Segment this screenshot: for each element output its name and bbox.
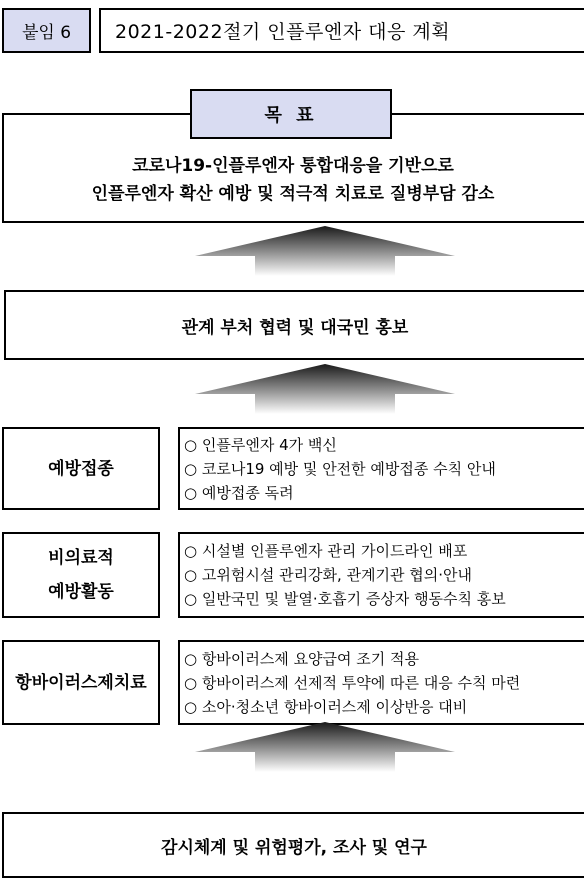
list-item: ○ 항바이러스제 요양급여 조기 적용 <box>184 649 420 668</box>
list-item: ○ 시설별 인플루엔자 관리 가이드라인 배포 <box>184 542 468 560</box>
list-item: ○ 항바이러스제 선제적 투약에 따른 대응 수칙 마련 <box>184 673 521 692</box>
foundation-box: 감시체계 및 위험평가, 조사 및 연구 <box>2 812 584 878</box>
strategy-category-vaccination <box>2 427 160 510</box>
category-label: 예방접종 <box>48 458 114 479</box>
list-item: ○ 일반국민 및 발열·호흡기 증상자 행동수칙 홍보 <box>184 590 506 608</box>
collaboration-box: 관계 부처 협력 및 대국민 홍보 <box>4 290 584 360</box>
list-item: ○ 고위험시설 관리강화, 관계기관 협의·안내 <box>184 566 473 584</box>
list-item: ○ 소아·청소년 항바이러스제 이상반응 대비 <box>184 697 468 716</box>
strategy-details-vaccination <box>178 427 584 510</box>
attachment-tag: 붙임 6 <box>2 8 91 53</box>
up-arrow-icon <box>195 722 455 772</box>
category-label: 항바이러스제치료 <box>15 672 147 693</box>
up-arrow-icon <box>195 364 455 414</box>
goal-line-1: 코로나19-인플루엔자 통합대응을 기반으로 <box>132 156 454 176</box>
goal-label: 목 표 <box>190 89 392 139</box>
goal-line-2: 인플루엔자 확산 예방 및 적극적 치료로 질병부담 감소 <box>91 184 495 204</box>
strategy-category-antiviral <box>2 640 160 725</box>
list-item: ○ 예방접종 독려 <box>184 483 294 502</box>
category-label: 예방활동 <box>48 582 114 602</box>
goal-statement <box>4 152 582 208</box>
up-arrow-icon <box>195 226 455 276</box>
list-item: ○ 코로나19 예방 및 안전한 예방접종 수칙 안내 <box>184 459 496 478</box>
strategy-details-antiviral <box>178 640 584 725</box>
list-item: ○ 인플루엔자 4가 백신 <box>184 435 337 454</box>
category-label: 비의료적 <box>48 548 114 568</box>
strategy-details-non-medical <box>178 532 584 618</box>
strategy-category-non-medical <box>2 532 160 618</box>
page-title: 2021-2022절기 인플루엔자 대응 계획 <box>99 8 584 53</box>
